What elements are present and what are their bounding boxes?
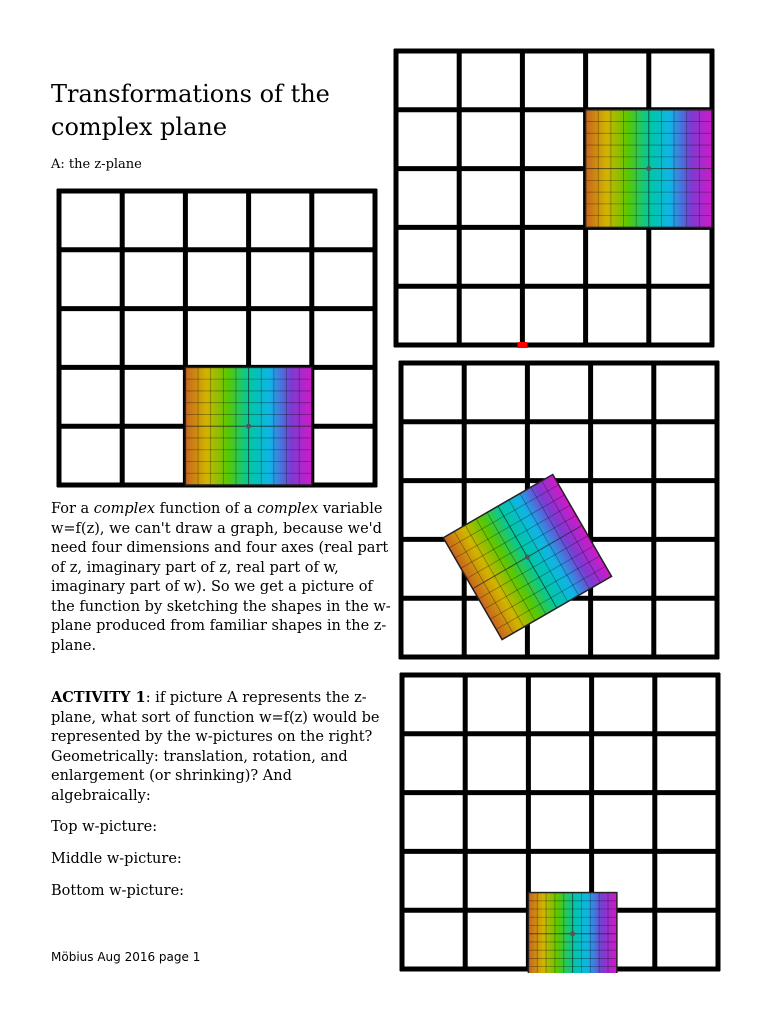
intro-emphasis-2: complex — [256, 501, 319, 517]
w-bottom-patch-centre — [570, 931, 575, 936]
middle-w-picture-prompt: Middle w-picture: — [51, 851, 182, 867]
z-plane-image-patch — [185, 367, 311, 485]
page-title: Transformations of the complex plane — [51, 80, 330, 141]
w-top-patch-centre — [646, 166, 651, 171]
intro-paragraph — [51, 500, 391, 656]
w-top-image-patch — [586, 110, 712, 228]
w-bottom-image-patch — [528, 893, 616, 973]
w-top-origin-marker — [517, 342, 527, 348]
w-plane-bottom-figure — [398, 671, 722, 973]
z-plane-caption: A: the z-plane — [51, 157, 142, 172]
top-w-picture-prompt: Top w-picture: — [51, 819, 158, 835]
page-footer: Möbius Aug 2016 page 1 — [51, 950, 201, 964]
intro-text-1: For a — [51, 501, 94, 517]
w-plane-top-figure — [392, 47, 716, 349]
activity-label: ACTIVITY 1 — [51, 689, 146, 706]
intro-text-3: variable w=f(z), we can't draw a graph, because we'd need four dimensions and four axes (real part of z, imaginary part of z, real part of w, imaginary part of w). So we get a picture of the function by sketching the shapes in the w-plane produced from familiar shapes in the z-plane. — [51, 501, 391, 654]
w-plane-middle-figure — [397, 359, 721, 661]
activity-paragraph — [51, 688, 391, 806]
bottom-w-picture-prompt: Bottom w-picture: — [51, 883, 185, 899]
intro-text-2: function of a — [155, 501, 257, 517]
activity-text: : if picture A represents the z-plane, what sort of function w=f(z) would be represented by the w-pictures on the right? Geometrically: translation, rotation, and enlargement (or shrinking)? And algebraically: — [51, 690, 380, 804]
z-plane-patch-centre — [246, 424, 251, 429]
intro-emphasis-1: complex — [93, 501, 156, 517]
z-plane-figure — [55, 187, 379, 489]
